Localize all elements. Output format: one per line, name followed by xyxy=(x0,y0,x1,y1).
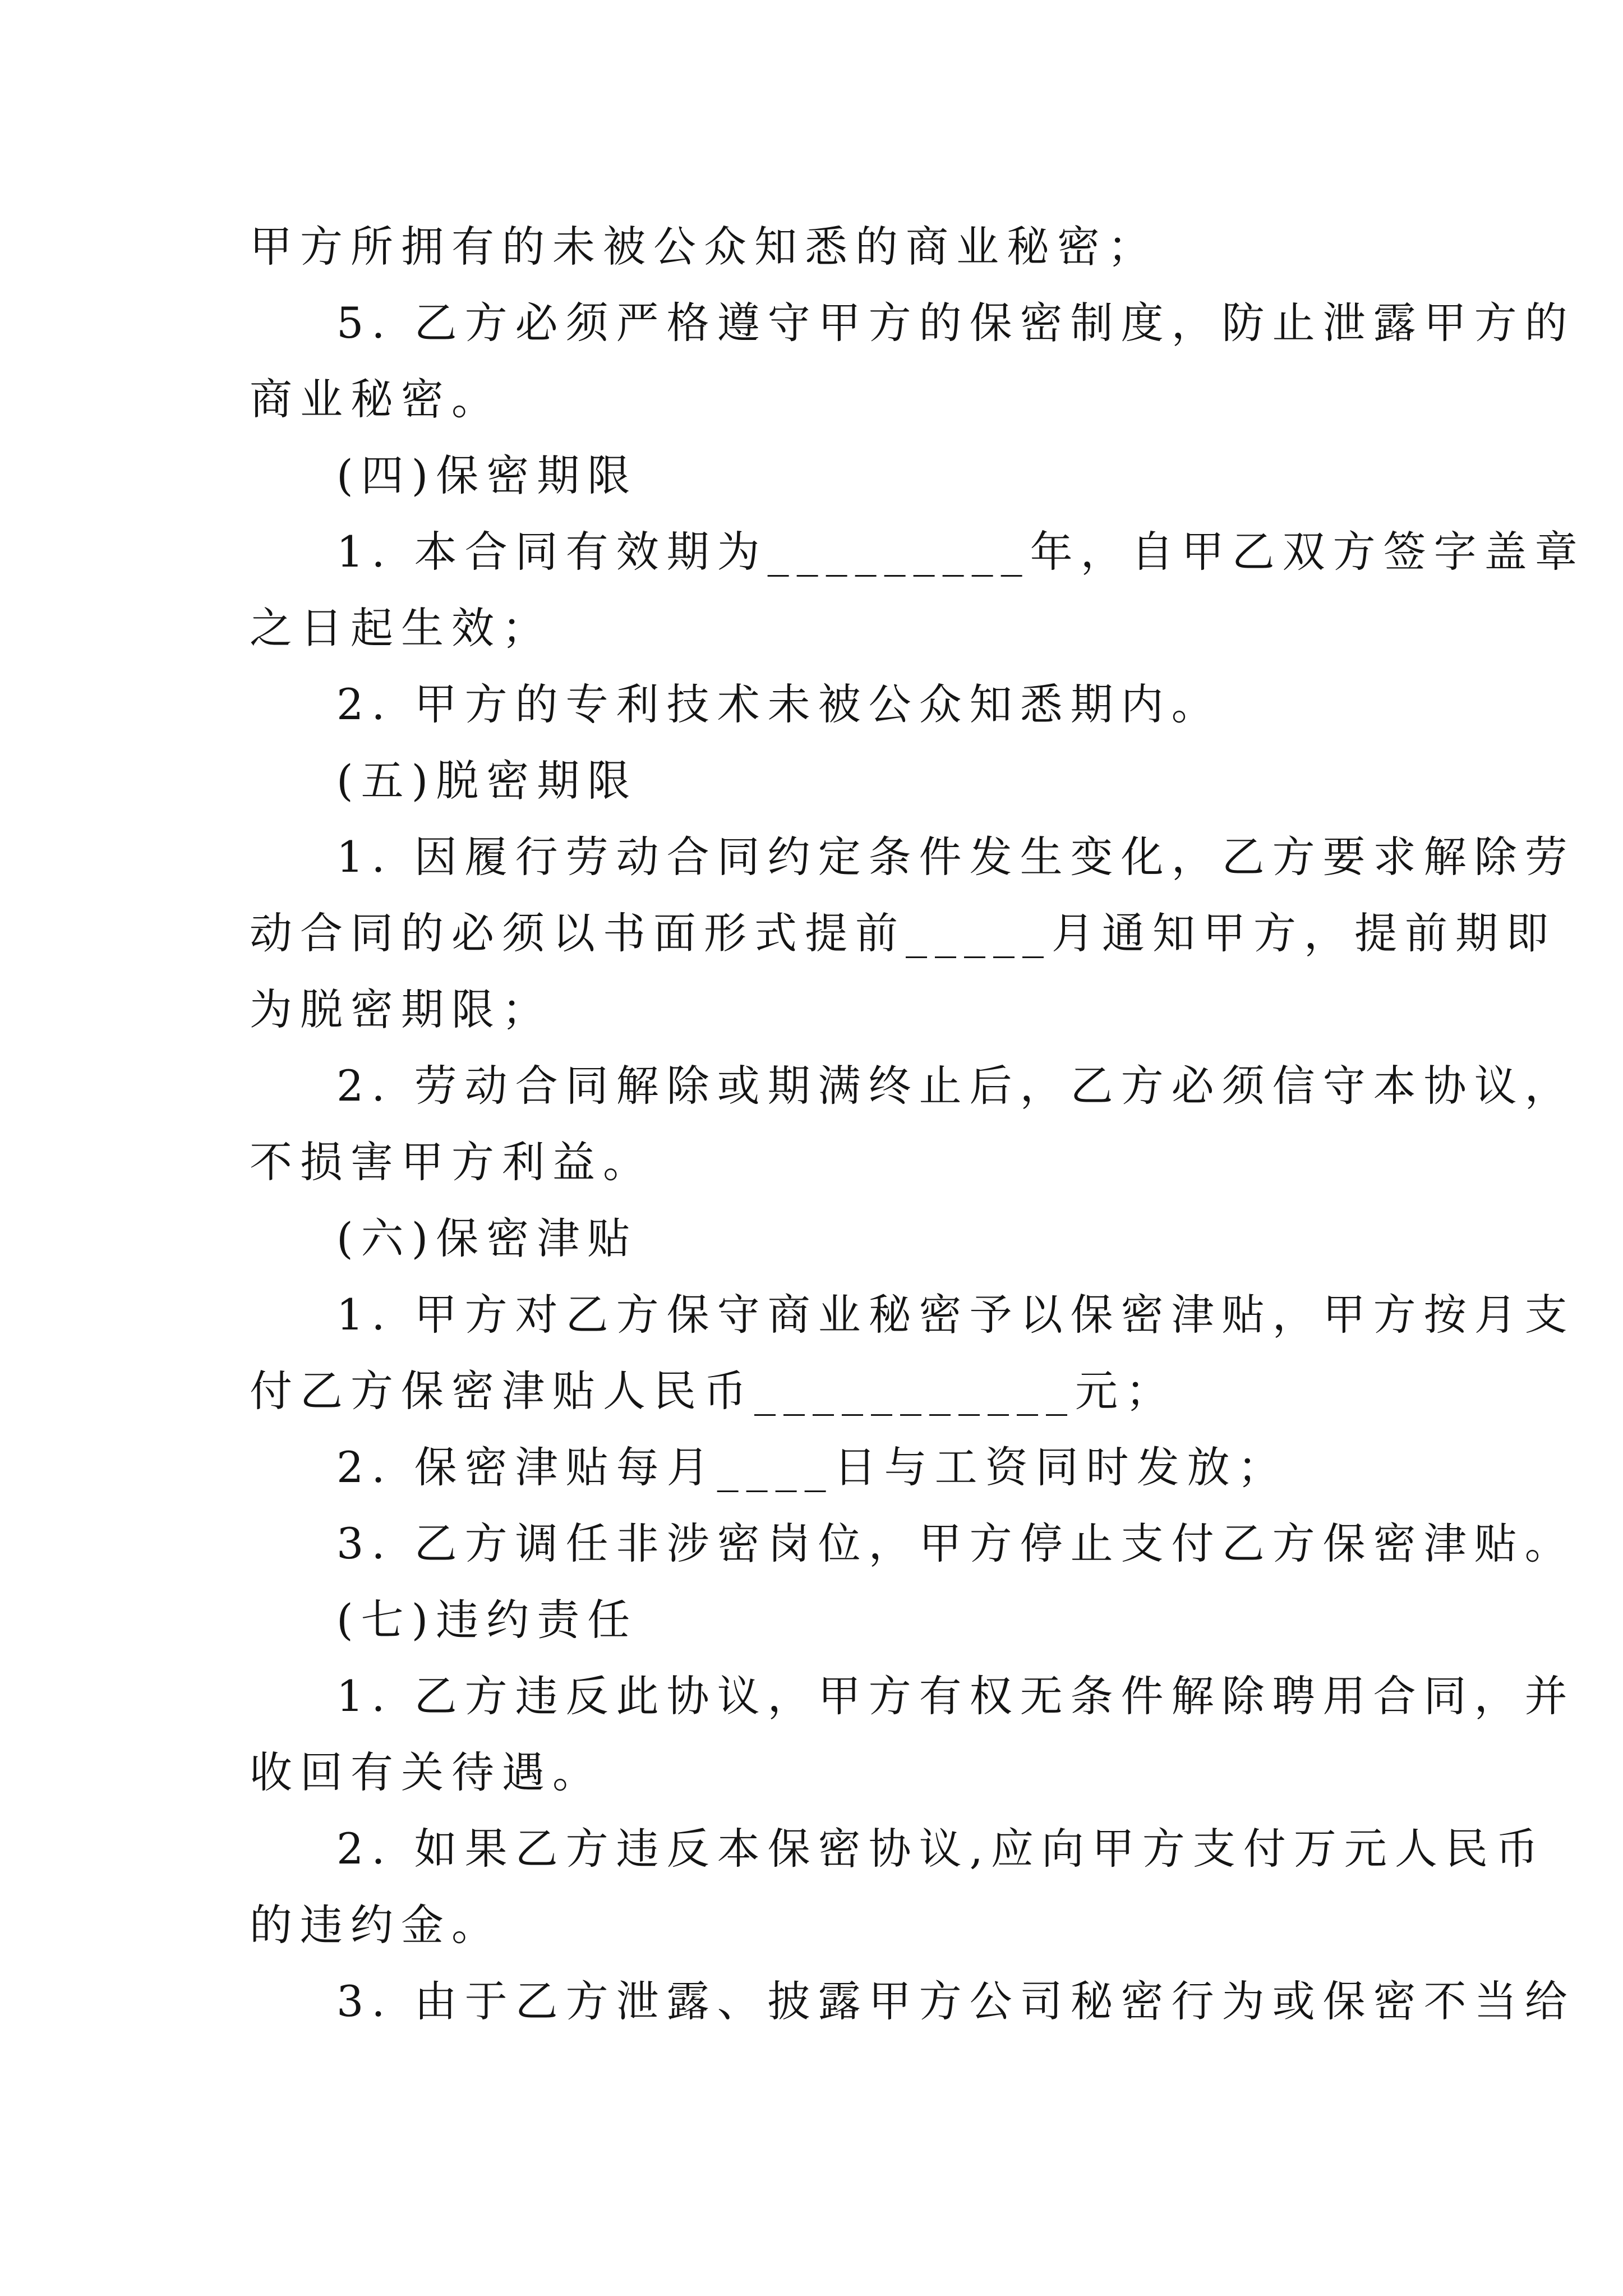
text-line: 2. 甲方的专利技术未被公众知悉期内。 xyxy=(336,679,1222,729)
text-line: 2. 劳动合同解除或期满终止后，乙方必须信守本协议， xyxy=(336,1061,1575,1111)
text-line: 1. 乙方违反此协议，甲方有权无条件解除聘用合同，并 xyxy=(336,1671,1575,1721)
text-line: 1. 本合同有效期为_________年，自甲乙双方签字盖章 xyxy=(336,527,1585,577)
text-line: 2. 保密津贴每月____日与工资同时发放； xyxy=(336,1442,1288,1492)
text-line: 动合同的必须以书面形式提前_____月通知甲方，提前期即 xyxy=(250,908,1556,958)
text-line: 甲方所拥有的未被公众知悉的商业秘密； xyxy=(250,222,1158,272)
text-line: 5. 乙方必须严格遵守甲方的保密制度，防止泄露甲方的 xyxy=(336,298,1575,348)
text-line: 3. 由于乙方泄露、披露甲方公司秘密行为或保密不当给 xyxy=(336,1976,1575,2026)
section-heading: (六)保密津贴 xyxy=(336,1213,638,1263)
text-line: 3. 乙方调任非涉密岗位，甲方停止支付乙方保密津贴。 xyxy=(336,1519,1575,1568)
text-line: 1. 因履行劳动合同约定条件发生变化，乙方要求解除劳 xyxy=(336,832,1575,882)
section-heading: (七)违约责任 xyxy=(336,1595,638,1645)
text-line: 商业秘密。 xyxy=(250,374,502,424)
text-line: 不损害甲方利益。 xyxy=(250,1137,653,1187)
text-line: 1. 甲方对乙方保守商业秘密予以保密津贴，甲方按月支 xyxy=(336,1290,1575,1340)
section-heading: (五)脱密期限 xyxy=(336,756,638,806)
text-line: 收回有关待遇。 xyxy=(250,1747,603,1797)
text-line: 之日起生效； xyxy=(250,603,552,653)
text-line: 2. 如果乙方违反本保密协议,应向甲方支付万元人民币 xyxy=(336,1824,1546,1874)
text-line: 付乙方保密津贴人民币___________元； xyxy=(250,1366,1176,1416)
text-line: 为脱密期限； xyxy=(250,984,552,1034)
section-heading: (四)保密期限 xyxy=(336,450,638,500)
text-line: 的违约金。 xyxy=(250,1900,502,1950)
